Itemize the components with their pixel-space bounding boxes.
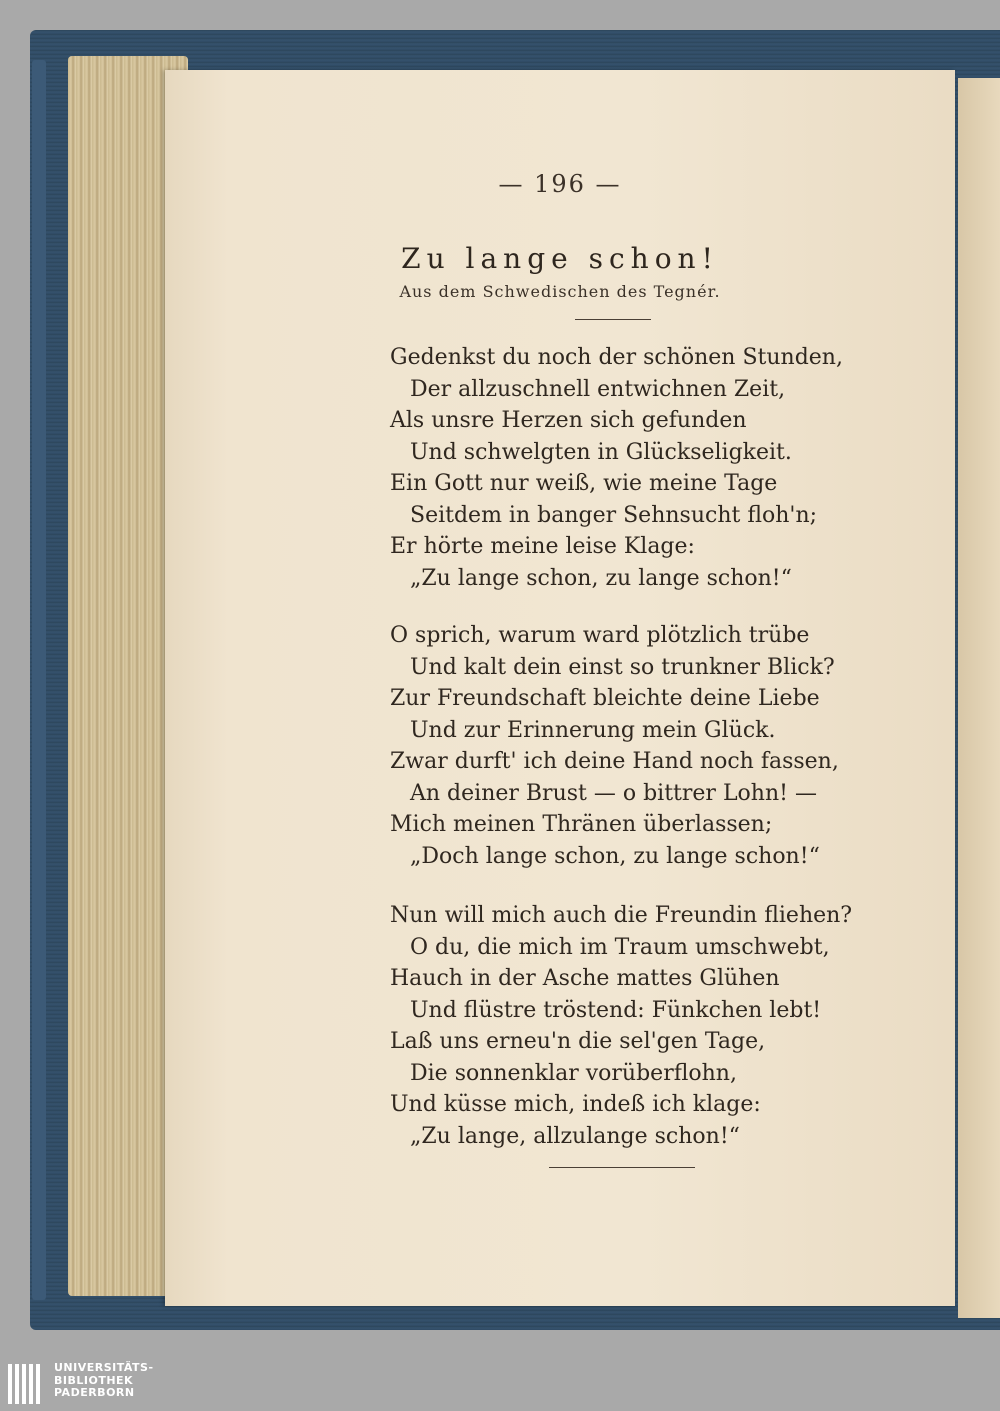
verse-line: O du, die mich im Traum umschwebt, (410, 934, 830, 960)
end-divider (549, 1167, 695, 1168)
facing-page-edge (958, 78, 1000, 1318)
verse-line: Und schwelgten in Glückseligkeit. (410, 439, 792, 465)
stanza-1 (390, 342, 870, 594)
verse-line: „Zu lange, allzulange schon!“ (410, 1123, 740, 1149)
library-name-line: UNIVERSITÄTS- (54, 1361, 154, 1374)
verse-line: An deiner Brust — o bittrer Lohn! — (410, 780, 817, 806)
stanza-2 (390, 620, 870, 872)
verse-line: Und küsse mich, indeß ich klage: (390, 1092, 761, 1117)
verse-line: Die sonnenklar vorüberflohn, (410, 1060, 737, 1086)
library-name-line: PADERBORN (54, 1386, 135, 1399)
page-number: — 196 — (498, 170, 622, 198)
library-name (54, 1362, 154, 1400)
verse-line: Gedenkst du noch der schönen Stunden, (390, 345, 843, 370)
cover-spine-strip (32, 60, 46, 1300)
library-logo-icon (6, 1362, 50, 1406)
verse-line: Er hörte meine leise Klage: (390, 534, 695, 559)
library-footer (0, 1358, 1000, 1411)
verse-line: Mich meinen Thränen überlassen; (390, 812, 773, 837)
verse-line: Ein Gott nur weiß, wie meine Tage (390, 471, 778, 496)
verse-line: Der allzuschnell entwichnen Zeit, (410, 376, 786, 402)
verse-line: Und flüstre tröstend: Fünkchen lebt! (410, 997, 822, 1023)
verse-line: Und zur Erinnerung mein Glück. (410, 717, 776, 743)
verse-line: Zur Freundschaft bleichte deine Liebe (390, 686, 820, 711)
verse-line: Nun will mich auch die Freundin fliehen? (390, 903, 853, 928)
verse-line: O sprich, warum ward plötzlich trübe (390, 623, 810, 648)
verse-line: Seitdem in banger Sehnsucht floh'n; (410, 502, 818, 528)
book-page (165, 70, 955, 1306)
verse-line: „Doch lange schon, zu lange schon!“ (410, 843, 820, 869)
title-divider (575, 319, 651, 320)
verse-line: Laß uns erneu'n die sel'gen Tage, (390, 1029, 766, 1054)
library-name-line: BIBLIOTHEK (54, 1373, 134, 1387)
stanza-3 (390, 900, 870, 1152)
poem-subtitle: Aus dem Schwedischen des Tegnér. (399, 282, 721, 301)
verse-line: Als unsre Herzen sich gefunden (390, 408, 747, 433)
verse-line: Und kalt dein einst so trunkner Blick? (410, 654, 835, 680)
verse-line: Hauch in der Asche mattes Glühen (390, 966, 780, 991)
verse-line: „Zu lange schon, zu lange schon!“ (410, 565, 792, 591)
poem-title: Zu lange schon! (401, 242, 719, 275)
verse-line: Zwar durft' ich deine Hand noch fassen, (390, 749, 839, 774)
